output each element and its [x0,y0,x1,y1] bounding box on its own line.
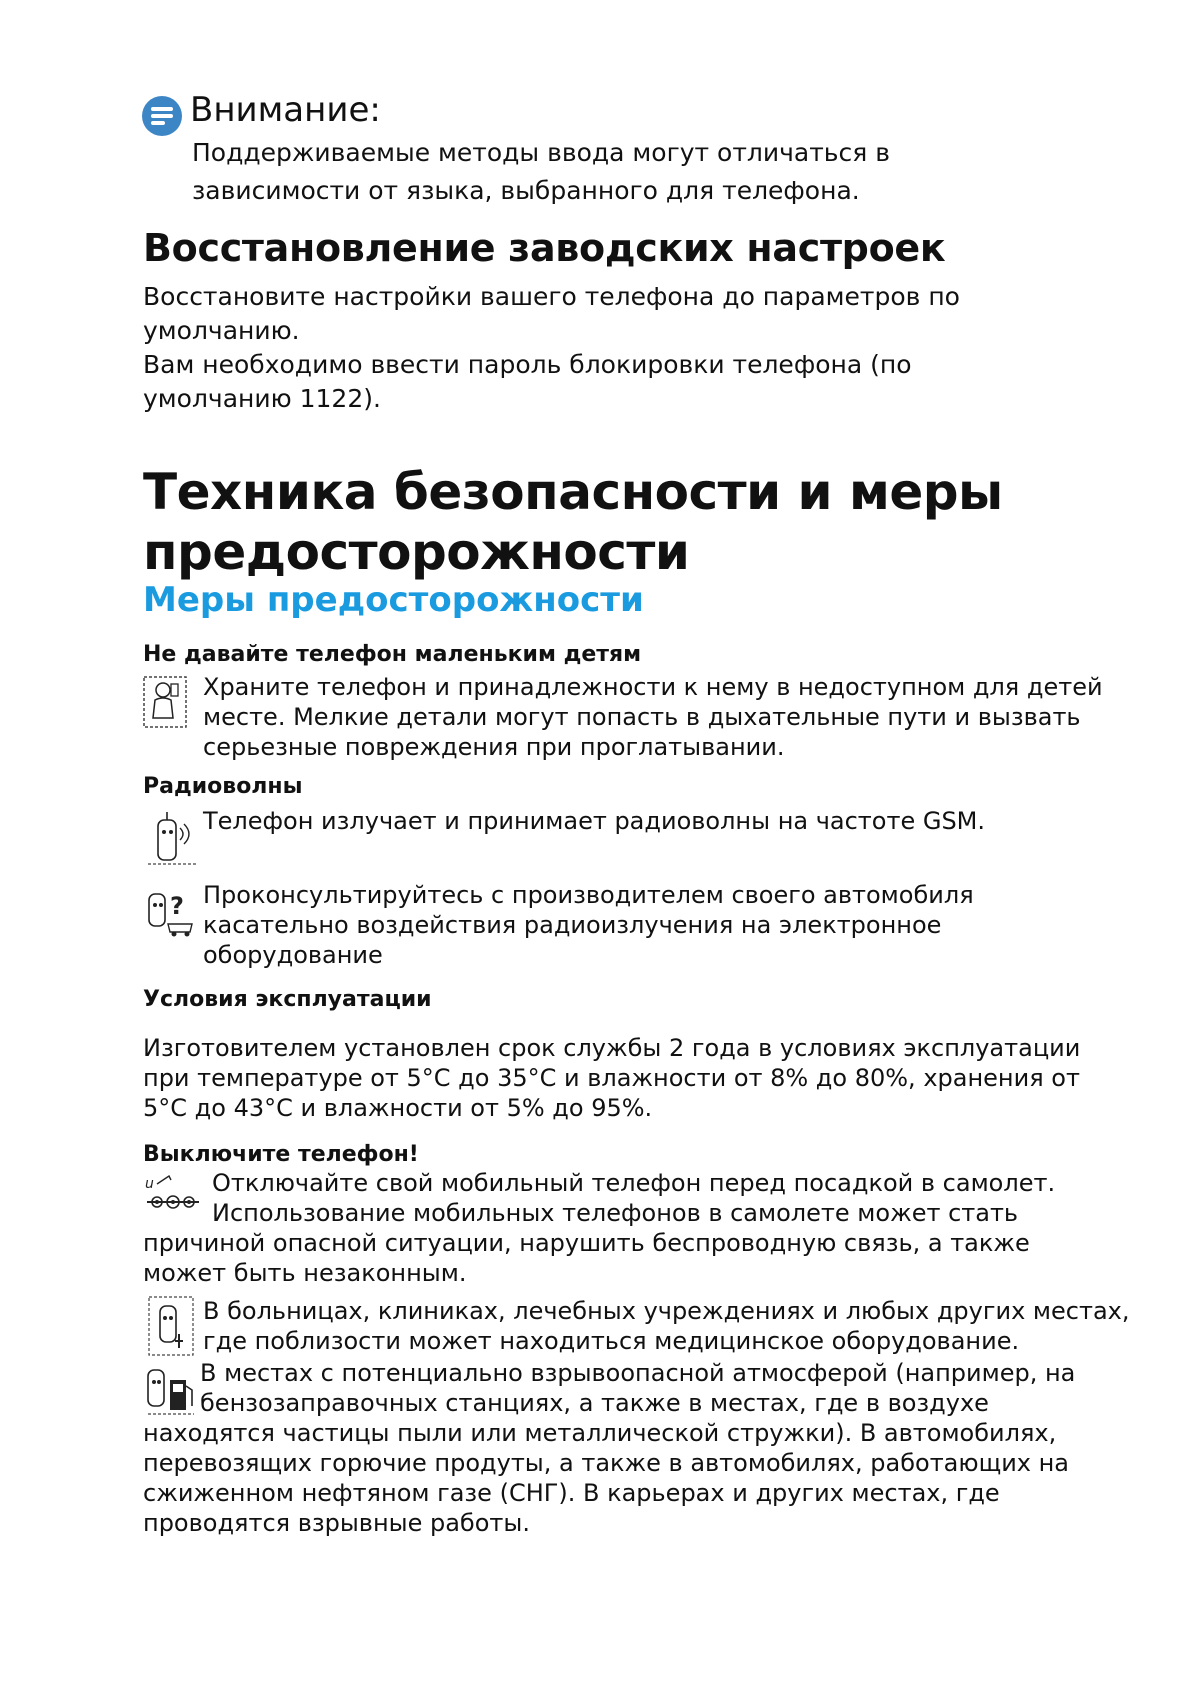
plane-text-indented: Отключайте свой мобильный телефон перед посадкой в самолет. Использование мобильных телефонов в самолете может стать [212,1169,1056,1227]
note-text: Поддерживаемые методы ввода могут отличаться в зависимости от языка, выбранного для телефона. [192,138,890,205]
hospital-icon [148,1296,194,1356]
safety-subtitle: Меры предосторожности [143,580,644,620]
airplane-icon [143,1172,203,1216]
info-note-icon [142,96,182,136]
factory-reset-heading: Восстановление заводских настроек [143,226,946,270]
conditions-text: Изготовителем установлен срок службы 2 года в условиях эксплуатации при температуре от 5°C до 35°C и влажности от 8% до 80%, хранения от 5°C до 43°C и влажности от 5% до 95%. [143,1034,1081,1122]
factory-reset-text: Восстановите настройки вашего телефона до параметров по умолчанию. Вам необходимо ввести пароль блокировки телефона (по умолчанию 1122). [143,282,960,413]
svg-text:?: ? [170,892,184,920]
children-text: Храните телефон и принадлежности к нему в недоступном для детей месте. Мелкие детали могут попасть в дыхательные пути и вызвать серьезные повреждения при проглатывании. [203,673,1103,761]
conditions-heading: Условия эксплуатации [143,987,432,1012]
safety-title: Техника безопасности и меры предосторожности [143,463,1003,581]
car-text: Проконсультируйтесь с производителем своего автомобиля касательно воздействия радиоизлучения на электронное оборудование [203,881,974,969]
phone-radio-icon [146,810,198,868]
hospital-text: В больницах, клиниках, лечебных учреждениях и любых других местах, где поблизости может находиться медицинское оборудование. [203,1297,1130,1355]
plane-text: причиной опасной ситуации, нарушить беспроводную связь, а также может быть незаконным. [143,1229,1030,1287]
radio-heading: Радиоволны [143,774,303,799]
switch-off-heading: Выключите телефон! [143,1142,419,1167]
svg-text:u: u [145,1176,154,1192]
explosive-text: находятся частицы пыли или металлической стружки). В автомобилях, перевозящих горючие продуты, а также в автомобилях, работающих на сжиженном нефтяном газе (СНГ). В карьерах и других местах, где проводятся взрывные работы. [143,1419,1070,1537]
explosive-text-indented: В местах с потенциально взрывоопасной атмосферой (например, на бензозаправочных станциях, а также в местах, где в воздухе [200,1359,1076,1417]
note-title: Внимание: [190,90,381,130]
fuel-pump-icon [146,1366,196,1418]
radio-text: Телефон излучает и принимает радиоволны на частоте GSM. [203,807,986,835]
children-heading: Не давайте телефон маленьким детям [143,642,642,667]
child-warning-icon [143,676,187,728]
car-question-icon [146,888,198,938]
